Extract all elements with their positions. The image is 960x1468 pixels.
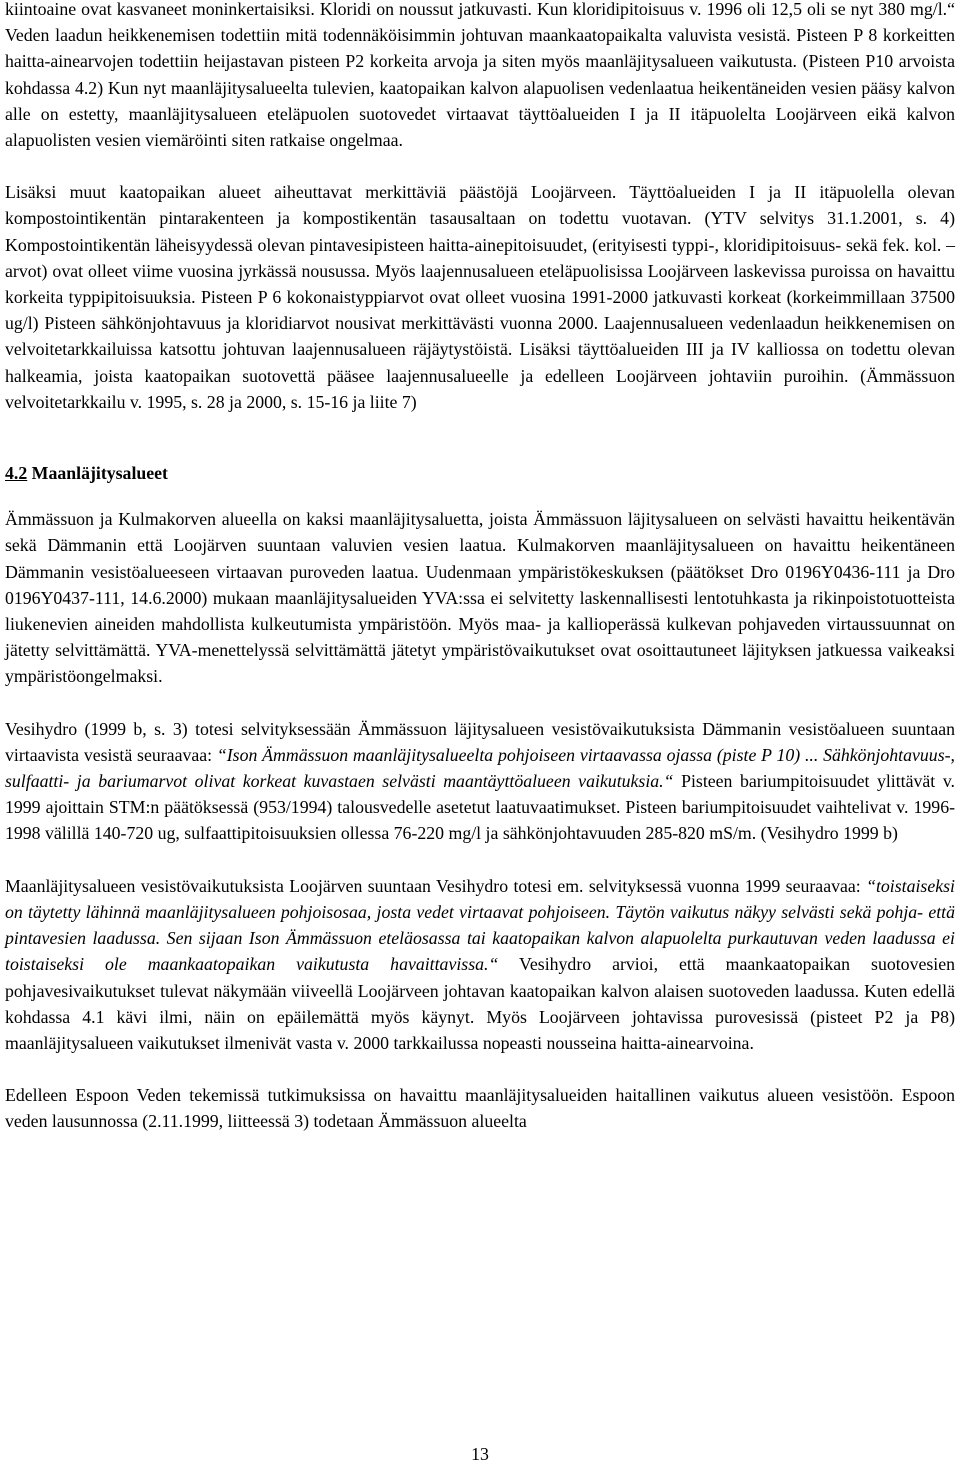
lisaksi-f: Laajennusalueen vedenlaadun heikkenemisen on velvoitetarkkailuissa katsottu johtuvan laajennusalueen räjäytystöistä. [5,313,955,360]
vesihydro-quote: “Ison Ämmässuon maanläjitysalueelta pohjoiseen virtaavassa ojassa (piste P 10) ... Sähkönjohtavuus-, sulfaatti- ja bariumarvot olivat korkeat kuvastaen selvästi maantäyttöalueen vaikutuksia.“ [5,744,955,792]
lisaksi-e: Pisteen P 6 kokonaistyppiarvot ovat olleet vuosina 1991-2000 jatkuvasti korkeat (korkeimmillaan 37500 ug/l) Pisteen sähkönjohtavuus ja kloridiarvot nousivat merkittävästi vuonna 2000. [5,287,955,334]
paragraph-ammassuo [5,506,955,689]
loojarvi-quote: “toistaiseksi on täytetty lähinnä maanläjitysalueen pohjoisosaa, josta vedet virtaavat pohjoiseen. Täytön vaikutus näkyy selvästi sekä pohja- että pintavesien laadussa. Sen sijaan Ison Ämmässuon eteläosassa tai kaatopaikan kalvon alapuolelta purkautuvan veden laadussa ei toistaiseksi ole maankaatopaikan vaikutusta havaittavissa.“ [5,875,955,975]
paragraph-lisaksi [5,179,955,415]
espoo-a: Edelleen Espoon Veden tekemissä tutkimuksissa on havaittu maanläjitysalueiden haitallinen vaikutus alueen vesistöön. Espoon veden lausunnossa (2.11.1999, liitteessä 3) todetaan Ämmässuon alueelta [5,1085,955,1132]
paragraph-loojarvi [5,873,955,1056]
paragraph-intro [5,0,955,153]
lisaksi-c: Kompostointikentän läheisyydessä olevan pintavesipisteen haitta-ainepitoisuudet, (erityisesti typpi-, kloridipitoisuus- sekä fek. kol. –arvot) ovat olleet viime vuosina jyrkässä nousussa. [5,234,955,281]
page-number: 13 [471,1444,489,1464]
section-number: 4.2 [5,463,28,484]
vesihydro-a: Vesihydro (1999 b, s. 3) totesi selvityksessään Ämmässuon läjitysalueen vesistövaikutuksista Dämmanin vesistöalueen suuntaan virtaavista vesistä seuraavaa: [5,718,955,765]
section-title: Maanläjitysalueet [27,463,168,484]
ammassuo-a: Ämmässuon ja Kulmakorven alueella on kaksi maanläjitysaluetta, joista Ämmässuon läjitysalueen on selvästi havaittu heikentävän sekä Dämmanin että Loojärven suuntaan valuvien vesien laatua. Kulmakorven maanläjitysalueen on havaittu heikentäneen Dämmanin vesistöalueeseen virtaavan puroveden laatua. [5,509,955,582]
paragraph-espoo [5,1082,955,1134]
ammassuo-b: Uudenmaan ympäristökeskuksen (päätökset Dro 0196Y0436-111 ja Dro 0196Y0437-111, 14.6.2000) mukaan maanläjitysalueiden YVA:ssa ei selvitetty laskennallisesti lentotuhkasta ja rikinpoistotuotteista liukenevien aineiden mahdollista kulkeutumista ympäristöön. Myös maa- ja kallioperässä kulkevan pohjaveden virtaussuunnat on jätetty selvittämättä. [5,561,955,661]
loojarvi-b: Vesihydro arvioi, että maankaatopaikan suotovesien pohjavesivaikutukset tulevat näkymään viiveellä Loojärveen johtavan kaatopaikan kalvon alaisen suotoveden laadussa. Kuten edellä kohdassa 4.1 kävi ilmi, näin on epäilemättä myös käynyt. Myös Loojärveen johtavissa purovesissä (pisteet P2 ja P8) maanläjitysalueen vaikutukset ilmenivät vasta v. 2000 tarkkailussa nopeasti nousseina haitta-ainearvoina. [5,954,956,1053]
lisaksi-a: Lisäksi muut kaatopaikan alueet aiheuttavat merkittäviä päästöjä Loojärveen. [5,182,617,203]
lisaksi-g: Lisäksi täyttöalueiden III ja IV kalliossa on todettu olevan halkeamia, joista kaatopaikan suotovettä pääsee laajennusalueelle ja edelleen Loojärveen johtaviin puroihin. (Ämmässuon velvoitetarkkailu v. 1995, s. 28 ja 2000, s. 15-16 ja liite 7) [5,339,955,412]
vesihydro-b: Pisteen bariumpitoisuudet ylittävät v. 1999 ajoittain STM:n päätöksessä (953/1994) talousvedelle asetetut laatuvaatimukset. Pisteen bariumpitoisuudet vaihtelivat v. 1996-1998 välillä 140-720 ug, sulfaattipitoisuuksien ollessa 76-220 mg/l ja sähkönjohtavuuden 285-820 mS/m. (Vesihydro 1999 b) [5,771,955,844]
ammassuo-c: YVA-menettelyssä selvittämättä jätetyt ympäristövaikutukset ovat osoittautuneet läjityksen jatkuessa vaikeaksi ympäristöongelmaksi. [5,640,955,687]
intro-sentence-b: Pisteen P 8 korkeitten haitta-ainearvojen todettiin heijastavan pisteen P2 korkeita arvoja ja siten myös maanläjitysalueen vaikutusta. (Pisteen P10 arvoista kohdassa 4.2) Kun nyt maanläjitysalueelta tulevien, kaatopaikan kalvon alapuolisen vedenlaatua heikentäneiden vesien pääsy kalvon alle on estetty, maanläjitysalueen eteläpuolen suotovedet virtaavat täyttöalueiden I ja II itäpuolelta Loojärveen eikä kalvon alapuolisten vesien viemäröinti siten ratkaise ongelmaa. [5,25,955,151]
paragraph-vesihydro [5,716,955,847]
intro-sentence-a: kiintoaine ovat kasvaneet moninkertaisiksi. Kloridi on noussut jatkuvasti. Kun kloridipitoisuus v. 1996 oli 12,5 oli se nyt 380 mg/l.“ Veden laadun heikkenemisen todettiin mitä todennäköisimmin johtuvan maankaatopaikalta valuvista vesistä. [5,0,955,46]
section-heading [5,460,955,486]
lisaksi-b: Täyttöalueiden I ja II itäpuolella olevan kompostointikentän pintarakenteen ja kompostikentän tasausaltaan on todettu vuotavan. (YTV selvitys 31.1.2001, s. 4) [5,182,955,229]
loojarvi-a: Maanläjitysalueen vesistövaikutuksista Loojärven suuntaan Vesihydro totesi em. selvityksessä vuonna 1999 seuraavaa: [5,875,867,896]
lisaksi-d: Myös laajennusalueen eteläpuolisissa Loojärveen laskevissa puroissa on havaittu korkeita typpipitoisuuksia. [5,260,955,308]
document-page [5,0,955,1135]
